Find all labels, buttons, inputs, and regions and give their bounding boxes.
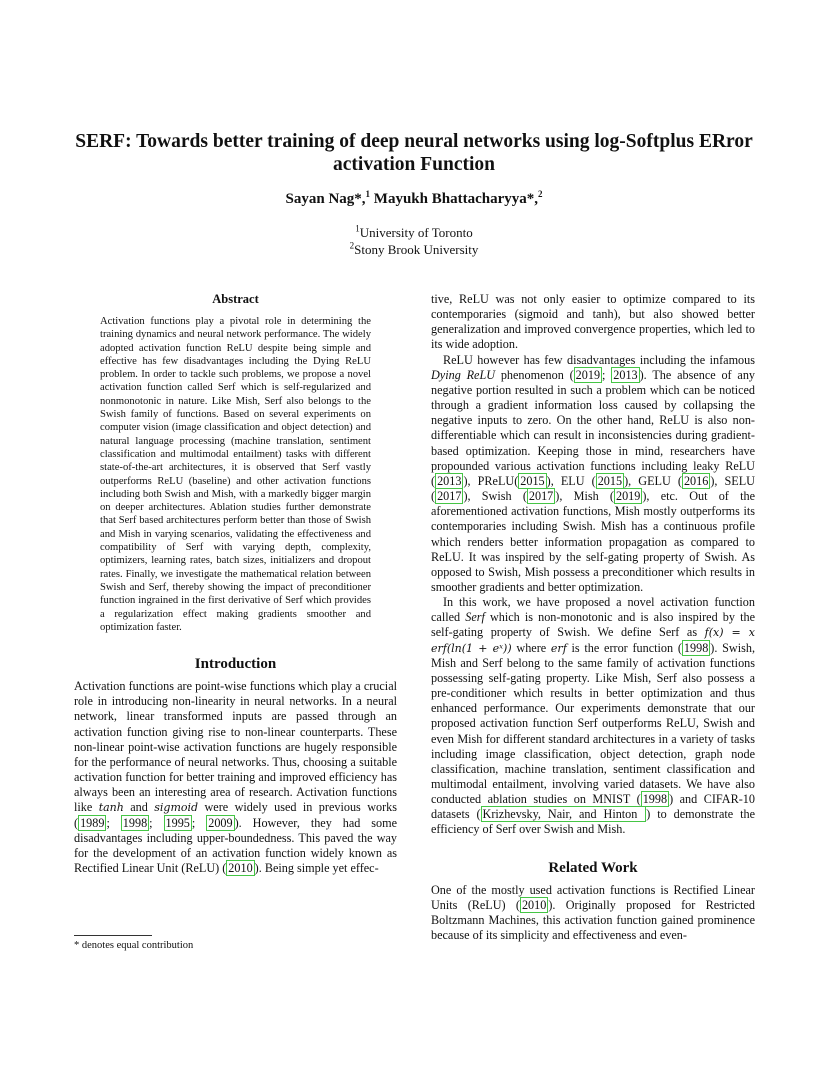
citation-link[interactable]: 1998 — [683, 640, 709, 655]
citation-link[interactable]: 2019 — [575, 367, 601, 382]
footnote-rule — [74, 935, 152, 936]
citation-link[interactable]: 1998 — [122, 815, 148, 830]
author-list — [60, 191, 768, 208]
citation-link[interactable]: 2010 — [228, 861, 253, 875]
affil-1: University of Toronto — [359, 225, 473, 240]
introduction-paragraph: Activation functions are point-wise functions which play a crucial role in introducing non-linearity in neural networks. In a neural network, linear transformed inputs are passed through an activation function giving rise to non-linear counterparts. These non-linear point-wise activation functions are hugely responsible for the performance of neural networks. Thus, choosing a suitable activation function for better training and improved efficiency has always been an interesting area of research. Activation functions like tanh and sigmoid were widely used in previous works ( 1989 ; 1998 ; 1995 ; 2009 ). However, they had some disadvantages including upper-boundedness. This paved the way for the development of an activation function widely known as Rectified Linear Unit (ReLU) ( 2010 ). Being simple yet effec- — [74, 679, 398, 875]
footnote: * denotes equal contribution — [74, 940, 194, 951]
citation-link[interactable]: 2017 — [528, 489, 554, 504]
serf-formula: f(x) = x erf(ln(1 + eˣ)) — [431, 626, 755, 655]
intro-continuation: tive, ReLU was not only easier to optimize compared to its contemporaries (sigmoid and tanh), but also showed better generalization and improved convergence properties, which led to its wide adoption. — [431, 292, 755, 352]
title-line-2: activation Function — [333, 154, 495, 175]
abstract-text: Activation functions play a pivotal role in determining the training dynamics and neural network performance. The widely adopted activation function ReLU despite being simple and effective has few disadvantages including the Dying ReLU problem. In order to tackle such problems, we propose a novel activation function called Serf which is self-regularized and nonmonotonic in nature. Like Mish, Serf also belongs to the Swish family of functions. Based on several experiments on computer vision (image classification and object detection) and natural language processing (machine translation, sentiment classification and multimodal entailment) tasks with different state-of-the-art architectures, it is observed that Serf vastly outperforms ReLU (baseline) and other activation functions including both Swish and Mish, with a markedly bigger margin on deeper architectures. Ablation studies further demonstrate that Serf based architectures perform better than those of Swish and Mish in varying scenarios, validating the effectiveness and compatibility of Serf with varying depth, complexity, optimizers, learning rates, batch sizes, initializers and dropout rates. Finally, we investigate the mathematical relation between Swish and Serf, thereby showing the impact of preconditioner function ingrained in the first derivative of Serf which provides a regularization effect making gradients smoother and optimization faster. — [100, 316, 371, 633]
affil-1-mark: 1 — [355, 223, 360, 234]
author-2-affil: 2 — [537, 189, 543, 199]
abstract-heading: Abstract — [212, 292, 259, 306]
citation-link[interactable]: 2019 — [615, 489, 641, 504]
citation-link[interactable]: 2015 — [597, 473, 623, 488]
paper-title — [60, 130, 768, 176]
proposed-work-paragraph: In this work, we have proposed a novel activation function called Serf which is non-monotonic and is also inspired by the self-gating property of Swish. We define Serf as f(x) = x erf(ln(1 + eˣ)) where erf is the error function ( 1998 ). Swish, Mish and Serf belong to the same family of activation functions possessing self-gating property. Like Mish, Serf also possess a pre-conditioner which results in better optimization and thus enhanced performance. Our experiments demonstrate that our proposed activation function Serf outperforms ReLU, Swish and even Mish for different standard architectures in a variety of tasks including image classification, object detection, graph node classification, machine translation, sentiment classification and multimodal entailment, involving varied datasets. We have also conducted ablation studies on MNIST ( 1998 ) and CIFAR-10 datasets ( Krizhevsky, Nair, and Hinton ) to demonstrate the efficiency of Serf over Swish and Mish. — [431, 595, 755, 837]
related-work-heading: Related Work — [548, 859, 638, 876]
citation-link[interactable]: 1989 — [80, 815, 105, 830]
citation-link[interactable]: 1995 — [165, 815, 190, 830]
right-column — [431, 292, 755, 943]
citation-link[interactable]: 2016 — [683, 473, 709, 488]
relu-disadvantages-paragraph: ReLU however has few disadvantages including the infamous Dying ReLU phenomenon ( 2019 ; 2013 ). The absence of any negative portion resulted in such a problem which can be noticed through a gradient information loss caused by collapsing the negative inputs to zero. On the other hand, ReLU is also non-differentiable which can result in inconsistencies during gradient-based optimization. Keeping those in mind, researchers have propounded various activation functions including leaky ReLU ( 2013 ), PReLU( 2015 ), ELU ( 2015 ), GELU ( 2016 ), SELU ( 2017 ), Swish ( 2017 ), Mish ( 2019 ), etc. Out of the aforementioned activation functions, Mish mostly outperforms its contemporaries including Swish. Mish has a continuous profile which renders better information propagation as compared to ReLU. It was inspired by the self-gating property of Swish. As opposed to Swish, Mish possess a preconditioner which results in smoother gradients and better optimization. — [431, 352, 756, 594]
affiliations — [60, 224, 768, 258]
author-1-affil: 1 — [365, 189, 371, 199]
title-line-1: SERF: Towards better training of deep neural networks using log-Softplus ERror — [75, 131, 753, 152]
citation-link[interactable]: 2009 — [208, 815, 233, 830]
introduction-heading: Introduction — [194, 656, 277, 673]
citation-link[interactable]: 2015 — [520, 473, 545, 488]
left-column — [74, 292, 397, 876]
citation-link[interactable]: 2013 — [613, 367, 638, 382]
citation-link[interactable]: 2013 — [437, 473, 462, 488]
related-work-paragraph: One of the mostly used activation functions is Rectified Linear Units (ReLU) ( 2010 ). Originally proposed for Restricted Boltzmann Machines, this activation function gained prominence because of its simplicity and effectiveness and even- — [431, 882, 755, 943]
affil-2: Stony Brook University — [354, 242, 479, 257]
citation-link[interactable]: 2010 — [521, 897, 547, 912]
citation-link[interactable]: Krizhevsky, Nair, and Hinton — [482, 807, 645, 822]
citation-link[interactable]: 1998 — [642, 792, 668, 807]
affil-2-mark: 2 — [349, 240, 355, 251]
citation-link[interactable]: 2017 — [437, 489, 462, 504]
author-2: Mayukh Bhattacharyya*, — [370, 191, 538, 207]
author-1: Sayan Nag*, — [285, 191, 366, 207]
